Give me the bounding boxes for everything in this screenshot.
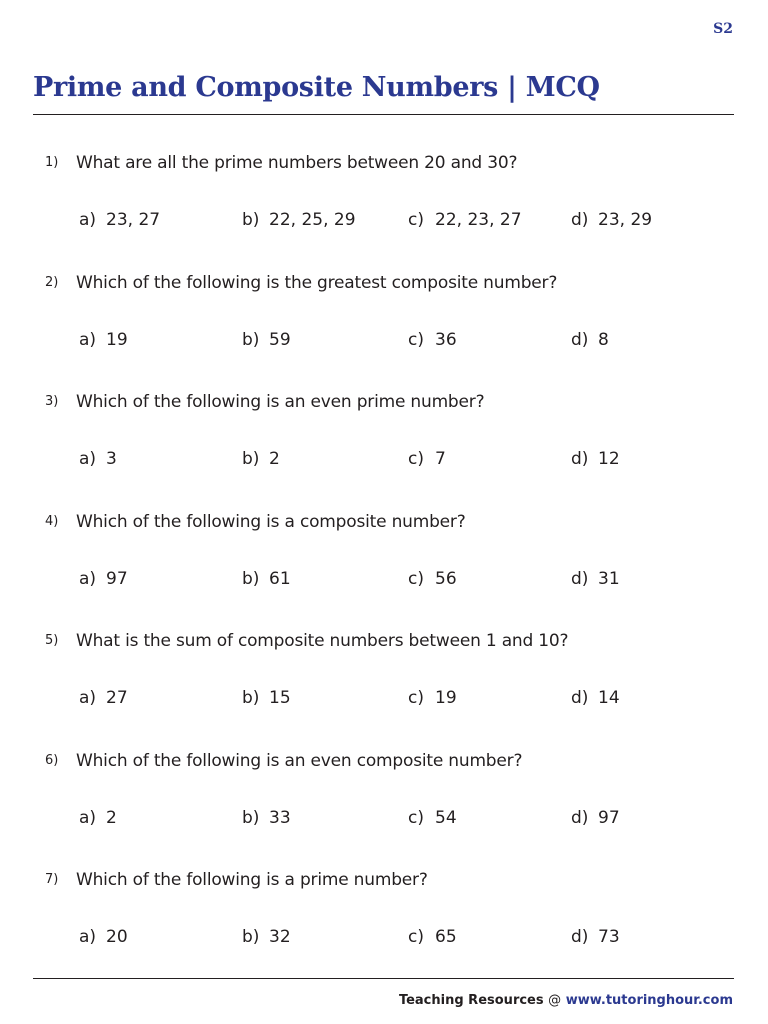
- option-value: 23, 29: [598, 210, 653, 230]
- option-value: 15: [269, 688, 291, 708]
- option-c: [408, 449, 446, 469]
- option-c: [408, 927, 457, 947]
- option-value: 7: [435, 449, 446, 469]
- option-a: [79, 330, 128, 350]
- option-c: [408, 808, 457, 828]
- option-letter: d): [571, 688, 589, 708]
- option-value: 33: [269, 808, 291, 828]
- option-letter: a): [79, 210, 97, 230]
- option-value: 2: [106, 808, 117, 828]
- option-letter: a): [79, 688, 97, 708]
- option-letter: b): [242, 927, 260, 947]
- option-a: [79, 569, 128, 589]
- option-letter: c): [408, 808, 424, 828]
- footer-website-link[interactable]: www.tutoringhour.com: [565, 993, 733, 1008]
- option-c: [408, 569, 457, 589]
- option-value: 97: [106, 569, 128, 589]
- question-2: [0, 273, 768, 363]
- option-letter: d): [571, 927, 589, 947]
- option-value: 32: [269, 927, 291, 947]
- option-value: 23, 27: [106, 210, 161, 230]
- option-letter: c): [408, 449, 424, 469]
- option-value: 31: [598, 569, 620, 589]
- option-letter: c): [408, 569, 424, 589]
- question-number: 3): [45, 394, 59, 409]
- option-d: [571, 210, 652, 230]
- question-number: 4): [45, 514, 59, 529]
- question-4: [0, 512, 768, 602]
- option-d: [571, 449, 620, 469]
- option-letter: b): [242, 808, 260, 828]
- option-value: 19: [435, 688, 457, 708]
- question-number: 1): [45, 155, 59, 170]
- option-letter: d): [571, 569, 589, 589]
- option-value: 2: [269, 449, 280, 469]
- option-letter: c): [408, 927, 424, 947]
- question-number: 2): [45, 275, 59, 290]
- option-letter: b): [242, 688, 260, 708]
- option-value: 22, 25, 29: [269, 210, 356, 230]
- option-value: 61: [269, 569, 291, 589]
- question-text: Which of the following is the greatest composite number?: [76, 273, 558, 293]
- question-text: What is the sum of composite numbers between 1 and 10?: [76, 631, 569, 651]
- option-letter: d): [571, 808, 589, 828]
- question-1: [0, 153, 768, 243]
- option-d: [571, 569, 620, 589]
- option-b: [242, 569, 291, 589]
- option-value: 8: [598, 330, 609, 350]
- option-value: 97: [598, 808, 620, 828]
- option-value: 20: [106, 927, 128, 947]
- option-d: [571, 688, 620, 708]
- page-title: Prime and Composite Numbers | MCQ: [33, 72, 600, 103]
- option-letter: a): [79, 330, 97, 350]
- question-3: [0, 392, 768, 482]
- sheet-code: S2: [713, 21, 733, 37]
- option-c: [408, 210, 522, 230]
- question-number: 7): [45, 872, 59, 887]
- footer-at: @: [548, 993, 562, 1008]
- option-value: 59: [269, 330, 291, 350]
- option-a: [79, 808, 117, 828]
- option-letter: a): [79, 927, 97, 947]
- question-7: [0, 870, 768, 960]
- option-letter: c): [408, 330, 424, 350]
- option-value: 73: [598, 927, 620, 947]
- option-a: [79, 688, 128, 708]
- option-b: [242, 688, 291, 708]
- question-number: 6): [45, 753, 59, 768]
- question-text: Which of the following is an even prime number?: [76, 392, 485, 412]
- option-value: 56: [435, 569, 457, 589]
- option-a: [79, 210, 160, 230]
- option-value: 65: [435, 927, 457, 947]
- option-letter: b): [242, 449, 260, 469]
- option-value: 14: [598, 688, 620, 708]
- option-letter: c): [408, 688, 424, 708]
- question-text: Which of the following is a prime number?: [76, 870, 428, 890]
- question-text: Which of the following is an even composite number?: [76, 751, 523, 771]
- footer-label: Teaching Resources: [398, 993, 544, 1008]
- option-b: [242, 449, 280, 469]
- question-text: Which of the following is a composite number?: [76, 512, 466, 532]
- question-number: 5): [45, 633, 59, 648]
- option-b: [242, 330, 291, 350]
- option-letter: b): [242, 210, 260, 230]
- option-a: [79, 449, 117, 469]
- option-value: 36: [435, 330, 457, 350]
- option-value: 54: [435, 808, 457, 828]
- option-letter: b): [242, 330, 260, 350]
- option-c: [408, 688, 457, 708]
- option-value: 19: [106, 330, 128, 350]
- option-value: 27: [106, 688, 128, 708]
- option-c: [408, 330, 457, 350]
- option-b: [242, 210, 356, 230]
- footer: [399, 993, 733, 1008]
- question-text: What are all the prime numbers between 20 and 30?: [76, 153, 518, 173]
- option-value: 22, 23, 27: [435, 210, 522, 230]
- option-letter: d): [571, 210, 589, 230]
- option-letter: a): [79, 569, 97, 589]
- option-d: [571, 808, 620, 828]
- option-d: [571, 330, 609, 350]
- option-letter: a): [79, 808, 97, 828]
- option-letter: b): [242, 569, 260, 589]
- option-letter: c): [408, 210, 424, 230]
- option-d: [571, 927, 620, 947]
- question-5: [0, 631, 768, 721]
- option-letter: d): [571, 449, 589, 469]
- footer-divider: [33, 978, 734, 979]
- option-value: 12: [598, 449, 620, 469]
- option-letter: a): [79, 449, 97, 469]
- question-6: [0, 751, 768, 841]
- option-b: [242, 927, 291, 947]
- option-letter: d): [571, 330, 589, 350]
- option-a: [79, 927, 128, 947]
- option-b: [242, 808, 291, 828]
- option-value: 3: [106, 449, 117, 469]
